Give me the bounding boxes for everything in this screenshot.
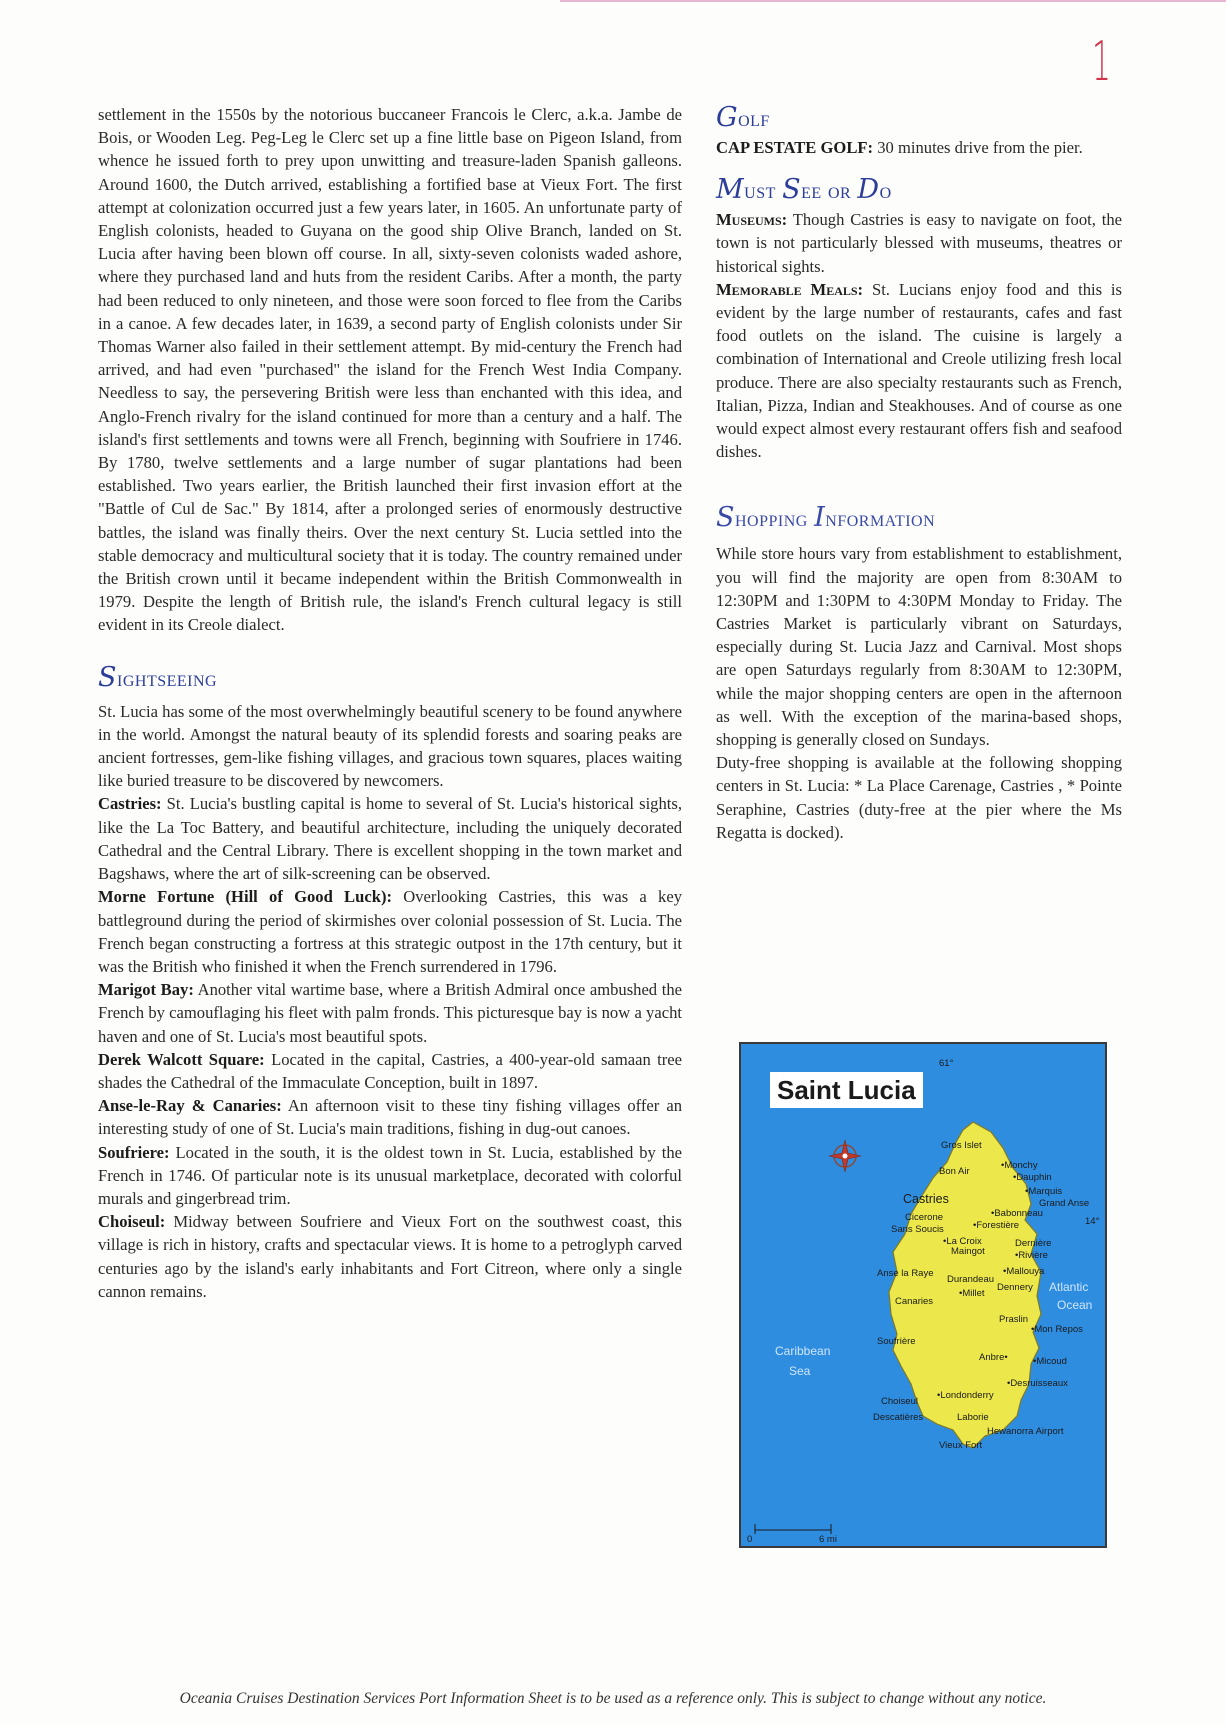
sight-entry-morne-fortune: Morne Fortune (Hill of Good Luck): Overlooking Castries, this was a key battleground during the period of skirmishes over colonial possession of St. Lucia. The French began constructing a fortress at this strategic outpost in the 17th century, but it was the British who finished it when the French surrendered in 1796. [98,887,682,976]
sight-entry-derek-walcott-square: Derek Walcott Square: Located in the capital, Castries, a 400-year-old samaan tree shades the Cathedral of the Immaculate Conception, built in 1897. [98,1049,682,1092]
place-la-croix: •La Croix [943,1236,982,1247]
place-mon-repos: •Mon Repos [1031,1324,1083,1335]
place-babonneau: •Babonneau [991,1208,1043,1219]
sea-label-ocean: Ocean [1057,1298,1093,1312]
meals-entry: Memorable Meals: St. Lucians enjoy food and this is evident by the large number of restaurants, cafes and fast food outlets on the island. The cuisine is largely a combination of International and Creole utilizing fresh local produce. There are also specialty restaurants such as French, Italian, Pizza, Indian and Steakhouses. And of course as one would expect almost every restaurant offers fish and seafood dishes. [716,279,1123,462]
shopping-hours-paragraph: While store hours vary from establishment to establishment, you will find the majority are open from 8:30AM to 12:30PM and 1:30PM to 4:30PM Monday to Friday. The Castries Market is particularly vibrant on Saturdays, especially during St. Lucia Jazz and Carnival. Most shops are open Saturdays regularly from 8:30AM to 12:30PM, while the major shopping centers are open in the afternoon as well. With the exception of the marina-based shops, shopping is generally closed on Sundays. [716,544,1122,750]
footer-disclaimer: Oceania Cruises Destination Services Port Information Sheet is to be used as a reference only. This is subject to change without any notice. [179,1690,1047,1707]
place-londonderry: •Londonderry [937,1390,994,1401]
map-title: Saint Lucia [770,1072,923,1108]
place-laborie: Laborie [957,1412,989,1423]
latitude-label: 14° [1085,1216,1100,1227]
place-marquis: •Marquis [1025,1186,1063,1197]
place-derniere: Dernière [1015,1238,1052,1249]
place-soufriere: Soufrière [877,1336,916,1347]
left-column [98,103,682,1303]
scale-end-label: 6 mi [819,1534,837,1545]
place-millet: •Millet [959,1288,985,1299]
golf-heading: Golf [716,102,770,133]
place-canaries: Canaries [895,1296,934,1307]
place-praslin: Praslin [999,1314,1029,1325]
shopping-heading: Shopping Information [716,502,936,534]
sightseeing-heading: Sightseeing [98,661,218,693]
compass-rose-icon [829,1140,861,1172]
map-graphic [741,1044,1105,1546]
place-riviere: •Rivière [1015,1250,1048,1261]
place-monchy: •Monchy [1001,1160,1038,1171]
place-grand-anse: Grand Anse [1039,1198,1090,1209]
place-sans-soucis: Sans Soucis [891,1224,944,1235]
sea-label-atlantic: Atlantic [1049,1280,1089,1294]
saint-lucia-map [739,1042,1107,1548]
place-micoud: •Micoud [1033,1356,1067,1367]
top-rule [560,0,1226,2]
sight-entry-choiseul: Choiseul: Midway between Soufriere and Vieux Fort on the southwest coast, this village is rich in history, crafts and spectacular views. It is home to a petroglyph carved centuries ago by the island's early inhabitants and Fort Citreon, where only a single cannon remains. [98,1212,682,1301]
place-foresterie: •Forestière [973,1220,1020,1231]
sight-entry-castries: Castries: St. Lucia's bustling capital is home to several of St. Lucia's historical sights, like the La Toc Battery, and beautiful architecture, including the uniquely decorated Cathedral and the Central Library. There is excellent shopping in the town market and Bagshaws, where the art of silk-screening can be observed. [98,794,682,884]
place-dennery: Dennery [997,1282,1033,1293]
place-mallouya: •Mallouya [1003,1266,1045,1277]
place-gros-islet: Gros Islet [941,1140,982,1151]
sight-entry-anse-le-ray: Anse-le-Ray & Canaries: An afternoon visit to these tiny fishing villages offer an interesting study of one of St. Lucia's main traditions, fishing in dug-out canoes. [98,1096,682,1139]
place-durandeau: Durandeau [947,1274,995,1285]
place-anbre: Anbre• [979,1352,1008,1363]
place-hewanorra: Hewanorra Airport [987,1426,1064,1437]
place-choiseul: Choiseul [881,1396,918,1407]
sight-entry-soufriere: Soufriere: Located in the south, it is the oldest town in St. Lucia, established by the French in 1746. Of particular note is its unusual marketplace, decorated with colorful murals and gingerbread trim. [98,1142,682,1208]
must-see-heading: Must See or Do [716,174,892,206]
museums-entry: Museums: Though Castries is easy to navigate on foot, the town is not particularly blessed with museums, theatres or historical sights. [716,210,1122,276]
scale-start-label: 0 [747,1534,753,1545]
sightseeing-intro: St. Lucia has some of the most overwhelmingly beautiful scenery to be found anywhere in the world. Amongst the natural beauty of its splendid forests and soaring peaks are ancient fortresses, gem-like fishing villages, and gracious town squares, places waiting like buried treasure to be discovered by newcomers. [98,701,682,791]
duty-free-paragraph: Duty-free shopping is available at the following shopping centers in St. Lucia: * La Place Carenage, Castries , * Pointe Seraphine, Castries (duty-free at the pier where the Ms Regatta is docked). [716,753,1122,842]
place-bon-air: Bon Air [939,1166,970,1177]
place-vieux-fort: Vieux Fort [939,1440,983,1451]
place-cicerone: Cicerone [905,1212,944,1223]
page-number: 1 [1092,30,1111,93]
sight-entry-marigot-bay: Marigot Bay: Another vital wartime base, where a British Admiral once ambushed the French by camouflaging his fleet with palm fronds. This picturesque bay is now a yacht haven and one of St. Lucia's most beautiful spots. [98,980,683,1046]
right-column [716,103,1122,844]
place-anse-la-raye: Anse la Raye [877,1268,934,1279]
place-maingot: Maingot [951,1246,985,1257]
place-castries: Castries [903,1192,949,1206]
longitude-label: 61° [939,1058,954,1069]
history-paragraph: settlement in the 1550s by the notorious buccaneer Francois le Clerc, a.k.a. Jambe de Bois, or Wooden Leg. Peg-Leg le Clerc set up a fine little base on Pigeon Island, from whence he issued forth to prey upon unwitting and treasure-laden Spanish galleons. Around 1600, the Dutch arrived, establishing a fortified base at Vieux Fort. The first attempt at colonization occurred just a few years later, in 1605. An unfortunate party of English colonists, headed to Guyana on the good ship Olive Branch, landed on St. Lucia after having been blown off course. In all, sixty-seven colonists waded ashore, where they purchased land and huts from the resident Caribs. After a month, the party had been reduced to only nineteen, and those were soon forced to flee from the Caribs in a canoe. A few decades later, in 1639, a second party of English colonists under Sir Thomas Warner also failed in their settlement attempt. By mid-century the French had arrived, and had even "purchased" the island for the French West India Company. Needless to say, the persevering British were less than enchanted with this idea, and Anglo-French rivalry for the island continued for more than a century and a half. The island's first settlements and towns were all French, beginning with Soufriere in 1746. By 1780, twelve settlements and a large number of sugar plantations had been established. Two years earlier, the British launched their first invasion effort at the "Battle of Cul de Sac." By 1814, after a prolonged series of enormously destructive battles, the island was finally theirs. Over the next century St. Lucia settled into the stable democracy and multicultural society that it is today. The country remained under the British crown until it became independent within the British Commonwealth in 1979. Despite the length of British rule, the island's French cultural legacy is still evident in its Creole dialect. [98,105,682,635]
place-descatieres: Descatières [873,1412,924,1423]
sea-label-caribbean: Caribbean [775,1344,831,1358]
place-dauphin: •Dauphin [1013,1172,1052,1183]
place-desruisseaux: •Desruisseaux [1007,1378,1068,1389]
golf-entry: CAP ESTATE GOLF: 30 minutes drive from the pier. [716,138,1083,157]
sea-label-sea: Sea [789,1364,811,1378]
